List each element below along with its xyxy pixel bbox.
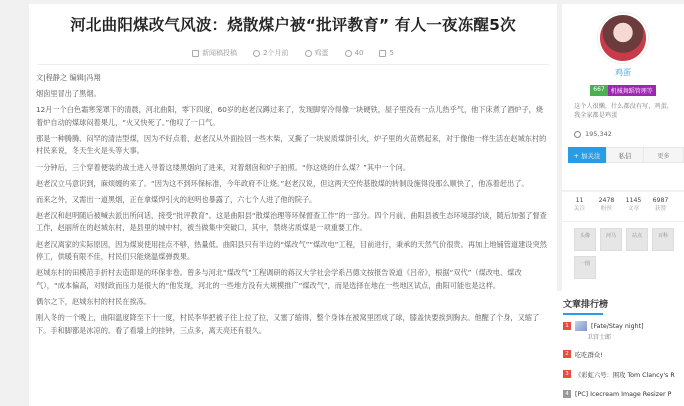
- credit-count: 195,342: [574, 130, 612, 138]
- profile-actions: [568, 147, 684, 163]
- ranking-item[interactable]: [563, 346, 682, 362]
- paragraph: 刚入冬的一个晚上，曲阳温度降至下十一度，村民李华把被子往上拉了拉，又塞了缩得，整个身体在被窝里团成了球，膝盖快要挨到胸去。他醒了个身，又缩了下。手和脚都是冰凉的。看了看墙上的挂钟，三点多，离天亮还有很久。: [36, 313, 540, 335]
- rank-text: 吃吃群众!: [575, 351, 603, 359]
- level-badge: [562, 85, 684, 96]
- article-panel: [29, 4, 557, 406]
- rank-number: 1: [563, 322, 571, 330]
- stat-fans[interactable]: 2478 粉丝: [598, 197, 615, 212]
- author-name[interactable]: 鸡蛋: [615, 68, 631, 77]
- ranking-item[interactable]: [563, 366, 682, 382]
- gallery-thumb[interactable]: 河马: [600, 228, 622, 251]
- rank-number: 4: [563, 390, 571, 398]
- paragraph: 一分钟后，三个穿着便装的战士进入寻着这缕黑烟向了进来，对着烟囱和炉子拍照。“你这烧的什么煤？”其中一个问。: [36, 162, 411, 172]
- rank-number: 2: [563, 350, 571, 358]
- comment-icon: [379, 50, 386, 57]
- follow-button[interactable]: + 加关注: [568, 147, 606, 163]
- meta-comments[interactable]: 5: [379, 48, 393, 58]
- ranking-underline: [563, 313, 603, 315]
- divider: [37, 64, 549, 65]
- ranking-title: 文章排行榜: [563, 300, 609, 310]
- rank-thumbnail: [575, 321, 587, 331]
- level-name: 机械舞蹈管理等: [608, 85, 656, 96]
- sidebar: [562, 4, 684, 306]
- article-title: 河北曲阳煤改气风波：烧散煤户被“批评教育” 有人一夜冻醒5次: [70, 16, 516, 34]
- ranking-item-subtitle: 卫宫士郎: [587, 333, 612, 341]
- avatar[interactable]: [598, 13, 648, 63]
- author-bio: 这个人很懒，什么都没有写，鸡蛋，我全家都是鸡蛋: [574, 103, 673, 119]
- paragraph: 那是一种腾腾、闷罕的清洁型煤，因为不好点着，赵老汉从外面捡回一些木柴，又撕了一块炭质煤饼引火，炉子里的火苗燃起来，对于像他一样生活在赵城东村的村民来说，冬天生火是头等大事。: [36, 133, 547, 156]
- article-body: [36, 72, 549, 341]
- meta-author[interactable]: 鸡蛋: [305, 48, 329, 58]
- ranking-item[interactable]: [563, 386, 682, 402]
- rank-number: 3: [563, 370, 571, 378]
- paragraph: 赵老汉离家的实际原因，因为煤炭使用挂点不够，热量低。曲阳县只有半边的“煤改气”“煤改电”工程，目前进行，秉承的天然气价很贵。再加上地铺管道建设突然停工，供暖有限不佳，村民们只能烧温煤弹拨果。: [36, 239, 547, 262]
- paragraph: 偶尔之下，赵城东村的村民在挨冻。: [36, 296, 152, 306]
- paragraph: 赵老汉立马意识到，麻烦缠的来了。“因为这不到环保标准，今年政府不让烧。”赵老汉说，但这两天空传基散煤的转制设施得没那么顺快了，他冻着赶出了。: [36, 178, 529, 188]
- level-number: 667: [590, 85, 607, 96]
- rank-text: [PC] Icecream Image Resizer P: [575, 390, 672, 398]
- paragraph: 赵城东村的田模范手折村去造即是的环保非卷。曾多与河北“煤改气”工程调研的蒋汉大学社会学系吕德文按报告说道《吕帝》，根据“双代”（煤改电、煤改气），“成本偏高，对财政而压力是很大的”他发现，河北的一些地方没有大规模推广“煤改气”，而是选择在地在一些地区试点，曲阳可能也是这样。: [36, 268, 522, 290]
- paragraph: 赵老汉和赵明随后被喊去派出所问话，接受“批评教育”。这是曲阳县“散煤治理等环保督查工作”的一部分。四个月前，曲阳县被生态环境部约谈，随后加强了督查工作，赵丽所在的赵城东村，是县里的城中村，被当做集中突破口，其中，禁烧劣质煤是一项重要工作。: [36, 210, 547, 233]
- meta-category[interactable]: 新闻稿投稿: [192, 48, 237, 58]
- paragraph: 而来之外，又需出一道黑烟，正在拿煤焊引火的赵明也暴露了，六七个人进了他的院子。: [36, 194, 317, 204]
- stat-likes: 6987 获赞: [652, 197, 669, 212]
- stat-articles[interactable]: 1145 文章: [625, 197, 642, 212]
- rank-text: [Fate/Stay night]: [591, 322, 644, 330]
- coin-icon: [574, 131, 581, 138]
- gallery-thumb[interactable]: 头像: [574, 228, 596, 251]
- folder-icon: [192, 50, 199, 57]
- author-card: [562, 4, 684, 190]
- meta-date: 2个月前: [253, 48, 288, 58]
- gallery-thumb[interactable]: 站点: [626, 228, 648, 251]
- rank-text: 《彩虹六号：围攻 Tom Clancy's R: [575, 371, 675, 379]
- meta-views: 40: [345, 48, 364, 58]
- gallery-thumb[interactable]: 百科: [652, 228, 674, 251]
- article-meta: [29, 48, 557, 58]
- stat-following[interactable]: 11 关注: [573, 197, 586, 212]
- message-button[interactable]: 私信: [606, 147, 644, 163]
- paragraph: 烟囱里冒出了黑烟。: [36, 89, 101, 99]
- user-icon: [305, 50, 312, 57]
- more-button[interactable]: 更多: [644, 147, 684, 163]
- author-stats: [562, 192, 684, 221]
- paragraph: 12月一个白色霜寒笼罩下的清晨，河北曲阳，零下四度，60岁的赵老汉蹲过来了，发现脚穿冷得像一块硬铁，屋子里没有一点儿热乎气，他下床煮了酒炉子，烧着炉自动的煤球闷着果儿，“火又快死了。”他叹了一口气。: [36, 105, 544, 127]
- gallery-thumb[interactable]: 一图: [574, 256, 596, 279]
- paragraph: 文|程静之 编辑|冯翔: [36, 73, 101, 82]
- eye-icon: [345, 50, 352, 57]
- ranking-panel: [557, 291, 684, 406]
- clock-icon: [253, 50, 260, 57]
